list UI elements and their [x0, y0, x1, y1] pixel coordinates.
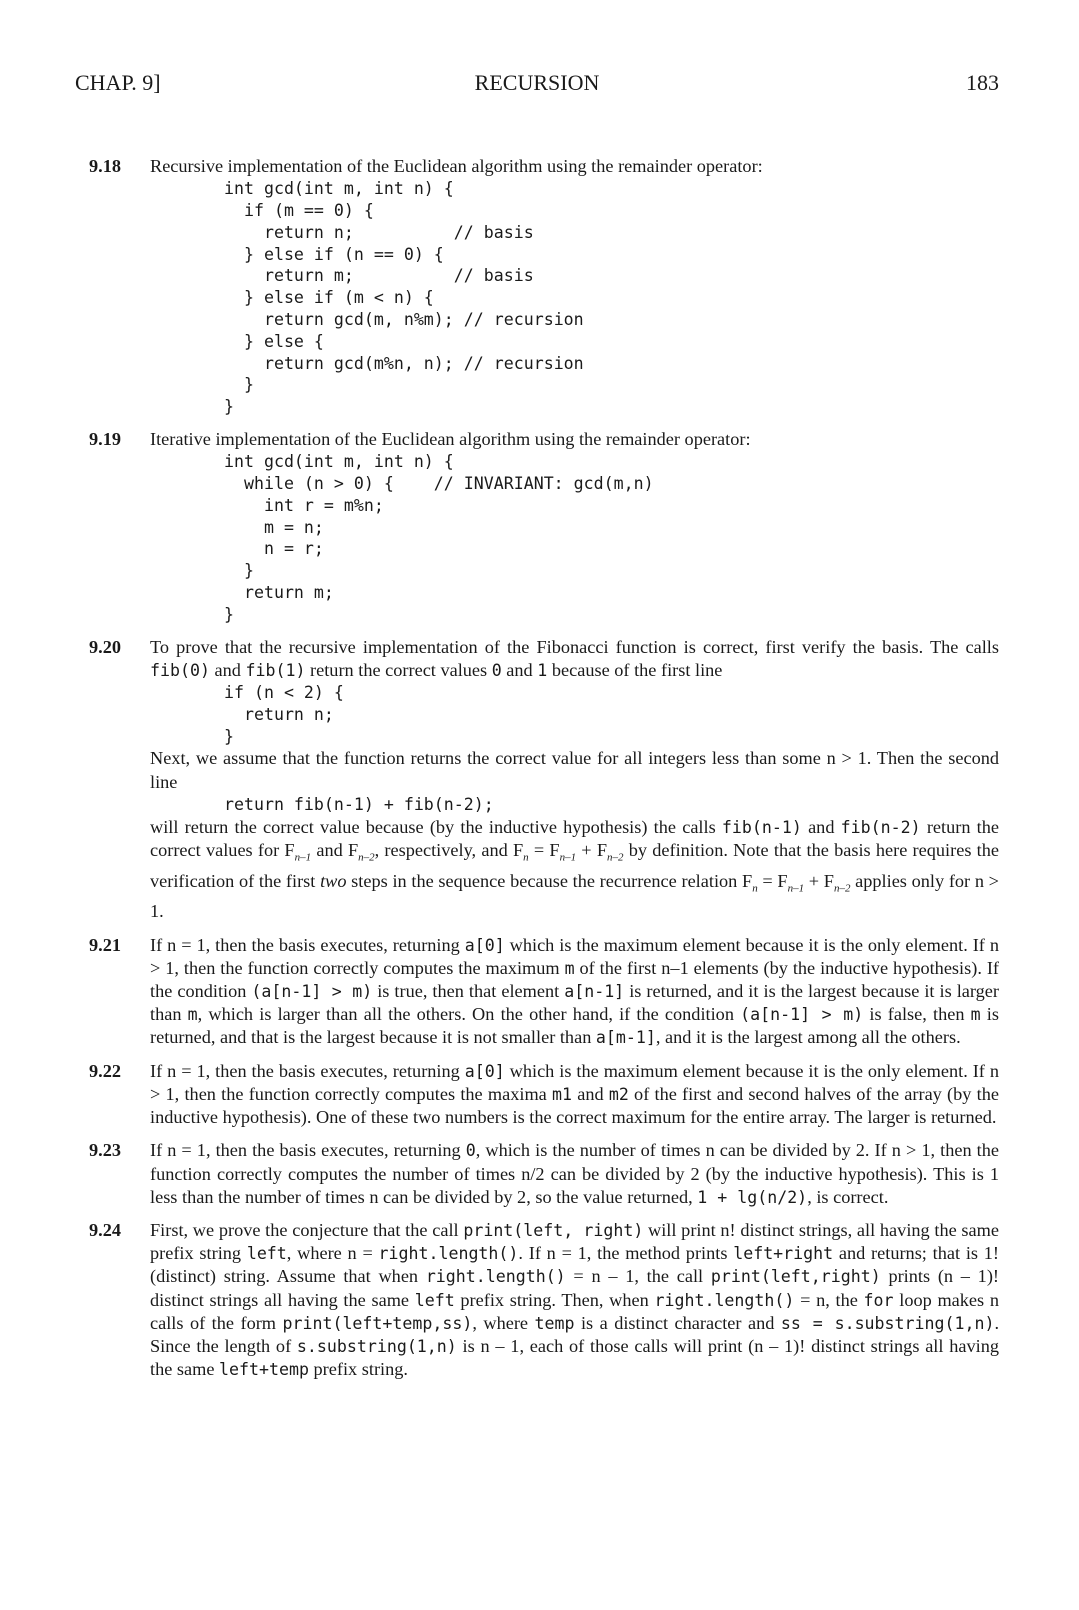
inline-code: ss = s.substring(1,n): [780, 1313, 995, 1333]
page-number: 183: [966, 70, 999, 95]
code-comment: // recursion: [463, 353, 584, 373]
solution-number: 9.22: [89, 1060, 121, 1081]
code-line: } else if (n == 0) {: [224, 244, 444, 264]
inline-code: 1 + lg(n/2): [697, 1187, 808, 1207]
solution-number: 9.18: [89, 156, 121, 176]
solution-paragraph: If n = 1, then the basis executes, returning 0, which is the number of times n can be divided by 2. If n > 1, then the function correctly computes the number of times n/2 can be divided by 2 (by the inductive hypothesis). This is 1 less than the number of times n can be divided by 2, so the value returned, 1 + lg(n/2), is correct.: [150, 1140, 999, 1207]
code-line: }: [224, 604, 234, 624]
solution-number: 9.21: [89, 934, 121, 955]
code-line: int gcd(int m, int n) {: [224, 452, 454, 472]
inline-code: for: [863, 1290, 894, 1310]
code-line: if (n < 2) {: [224, 682, 344, 702]
solution-number: 9.24: [89, 1219, 121, 1240]
inline-code: m2: [608, 1084, 629, 1104]
inline-code: fib(n-1): [721, 817, 802, 837]
code-line: return gcd(m, n%m); // recursion: [224, 309, 584, 329]
inline-code: fib(1): [245, 660, 306, 680]
code-line: }: [224, 726, 234, 746]
code-line: }: [224, 375, 254, 395]
solution-9-20: [89, 636, 999, 924]
solution-paragraph: Next, we assume that the function returns the correct value for all integers less than some n > 1. Then the second line: [150, 748, 999, 792]
inline-code: fib(0): [150, 660, 210, 680]
code-line: return m;: [224, 582, 334, 602]
chapter-label: CHAP. 9]: [75, 70, 161, 95]
inline-code: m: [564, 958, 575, 978]
inline-code: left: [414, 1290, 455, 1310]
inline-code: 0: [465, 1141, 476, 1161]
solution-paragraph: If n = 1, then the basis executes, returning a[0] which is the maximum element because it is the only element. If n > 1, then the function correctly computes the maxima m1 and m2 of the first and second halves of the array (by the inductive hypothesis). One of these two numbers is the correct maximum for the entire array. The larger is returned.: [150, 1060, 999, 1128]
code-line: }: [224, 397, 234, 417]
code-block-recursive-gcd: [150, 178, 999, 418]
inline-code: (a[n-1] > m): [740, 1005, 864, 1025]
inline-code: temp: [534, 1313, 575, 1333]
code-line: n = r;: [224, 539, 324, 559]
chapter-title: RECURSION: [474, 70, 600, 95]
solution-9-24: [89, 1219, 999, 1381]
code-comment: // recursion: [463, 309, 584, 329]
solution-paragraph: First, we prove the conjecture that the call print(left, right) will print n! distinct strings, all having the same prefix string left, where n = right.length(). If n = 1, the method prints left+right and returns; that is 1! (distinct) string. Assume that when right.length() = n – 1, the call print(left,right) prints (n – 1)! distinct strings all having the same left prefix string. Then, when right.length() = n, the for loop makes n calls of the form print(left+temp,ss), where temp is a distinct character and ss = s.substring(1,n). Since the length of s.substring(1,n) is n – 1, each of those calls will print (n – 1)! distinct strings all having the same left+temp prefix string.: [150, 1219, 1000, 1380]
code-block-recurrence: return fib(n-1) + fib(n-2);: [224, 794, 494, 814]
solution-number: 9.23: [89, 1140, 121, 1161]
inline-code: left+right: [733, 1244, 834, 1264]
inline-code: m1: [552, 1084, 572, 1104]
code-line: return m; // basis: [224, 266, 534, 286]
solution-intro: Recursive implementation of the Euclidean algorithm using the remainder operator:: [150, 156, 763, 176]
inline-code: print(left,right): [710, 1267, 881, 1287]
solution-number: 9.19: [89, 428, 121, 449]
code-line: } else if (m < n) {: [224, 288, 434, 308]
code-line: m = n;: [224, 517, 324, 537]
solutions-list: [89, 155, 999, 1391]
code-line: return n; // basis: [224, 222, 534, 242]
code-comment: // basis: [453, 266, 534, 286]
inline-code: right.length(): [654, 1290, 795, 1310]
solution-paragraph: will return the correct value because (by the inductive hypothesis) the calls fib(n-1) and fib(n-2) return the correct values for $F_{n-1}$ and $F_{n-2}$, respectively, and $F_n = F_{n-1} + F_{n-2}$ by definition. Note that the basis here requires the verification of the first two steps in the sequence because the recurrence relation $F_n = F_{n-1} + F_{n-2}$ applies only for n > 1.: [150, 816, 1000, 922]
solution-paragraph: To prove that the recursive implementation of the Fibonacci function is correct, first verify the basis. The calls fib(0) and fib(1) return the correct values 0 and 1 because of the first line: [150, 636, 999, 680]
inline-code: s.substring(1,n): [296, 1336, 457, 1356]
code-line: return n;: [224, 704, 334, 724]
inline-code: (a[n-1] > m): [251, 982, 373, 1002]
inline-code: a[0]: [464, 1061, 505, 1081]
solution-9-19: [89, 428, 999, 626]
inline-code: a[m-1]: [595, 1028, 656, 1048]
solution-9-22: [89, 1060, 999, 1130]
inline-code: a[n-1]: [564, 982, 625, 1002]
code-line: } else {: [224, 331, 324, 351]
inline-code: m: [187, 1005, 198, 1025]
inline-code: print(left, right): [463, 1220, 644, 1240]
solution-number: 9.20: [89, 636, 121, 657]
inline-code: a[0]: [464, 935, 505, 955]
code-line: }: [224, 561, 254, 581]
inline-code: 1: [537, 660, 548, 680]
code-block-basis: [150, 682, 999, 747]
solution-paragraph: If n = 1, then the basis executes, returning a[0] which is the maximum element because it is the only element. If n > 1, then the function correctly computes the maximum m of the first n–1 elements (by the inductive hypothesis). If the condition (a[n-1] > m) is true, then that element a[n-1] is returned, and it is the largest because it is larger than m, which is larger than all the others. On the other hand, if the condition (a[n-1] > m) is false, then m is returned, and that is the largest because it is not smaller than a[m-1], and it is the largest among all the others.: [150, 934, 1000, 1048]
code-block-iterative-gcd: [150, 451, 999, 625]
inline-code: left: [246, 1244, 287, 1264]
inline-code: right.length(): [378, 1244, 519, 1264]
inline-code: fib(n-2): [840, 817, 921, 837]
solution-9-18: [89, 155, 999, 418]
code-line: int gcd(int m, int n) {: [224, 179, 454, 199]
solution-9-21: [89, 934, 999, 1050]
code-line: int r = m%n;: [224, 495, 384, 515]
inline-code: right.length(): [425, 1267, 566, 1287]
code-comment: // basis: [453, 222, 534, 242]
inline-code: left+temp: [219, 1360, 309, 1380]
inline-code: print(left+temp,ss): [282, 1313, 473, 1333]
code-line: while (n > 0) { // INVARIANT: gcd(m,n): [224, 473, 654, 493]
inline-code: 0: [491, 660, 502, 680]
solution-9-23: [89, 1139, 999, 1209]
solution-intro: Iterative implementation of the Euclidean algorithm using the remainder operator:: [150, 428, 751, 449]
code-line: if (m == 0) {: [224, 201, 374, 220]
running-head: [75, 70, 999, 100]
code-line: return gcd(m%n, n); // recursion: [224, 353, 584, 373]
inline-code: m: [970, 1005, 981, 1025]
